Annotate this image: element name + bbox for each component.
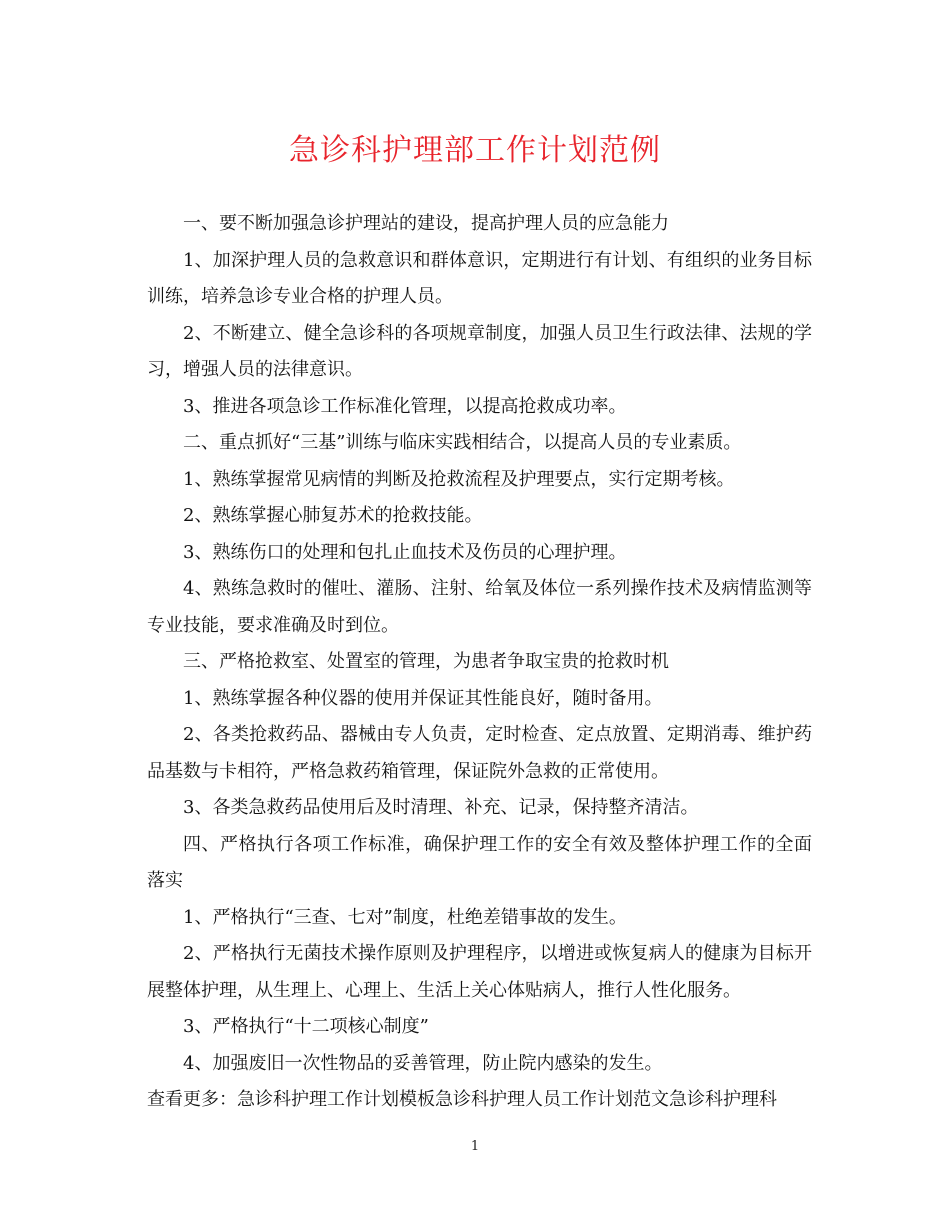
paragraph: 2、不断建立、健全急诊科的各项规章制度，加强人员卫生行政法律、法规的学习，增强人员的法律意识。 [147, 322, 812, 380]
document-body [147, 206, 812, 1119]
paragraph: 3、严格执行“十二项核心制度” [183, 1016, 429, 1037]
paragraph: 2、熟练掌握心肺复苏术的抢救技能。 [183, 505, 483, 526]
paragraph: 1、加深护理人员的急救意识和群体意识，定期进行有计划、有组织的业务目标训练，培养急诊专业合格的护理人员。 [147, 249, 812, 307]
document-title: 急诊科护理部工作计划范例 [289, 133, 661, 168]
paragraph: 3、各类急救药品使用后及时清理、补充、记录，保持整齐清洁。 [183, 797, 699, 818]
section-heading-1: 一、要不断加强急诊护理站的建设，提高护理人员的应急能力 [183, 213, 669, 234]
paragraph: 2、各类抢救药品、器械由专人负责，定时检查、定点放置、定期消毒、维护药品基数与卡相符，严格急救药箱管理，保证院外急救的正常使用。 [147, 724, 812, 782]
section-heading-2: 二、重点抓好“三基”训练与临床实践相结合，以提高人员的专业素质。 [183, 432, 742, 453]
section-heading-4: 四、严格执行各项工作标准，确保护理工作的安全有效及整体护理工作的全面落实 [147, 833, 812, 891]
paragraph: 1、熟练掌握各种仪器的使用并保证其性能良好，随时备用。 [183, 687, 663, 709]
paragraph: 1、严格执行“三查、七对”制度，杜绝差错事故的发生。 [183, 906, 627, 928]
section-heading-3: 三、严格抢救室、处置室的管理，为患者争取宝贵的抢救时机 [183, 651, 669, 672]
paragraph: 3、推进各项急诊工作标准化管理，以提高抢救成功率。 [183, 395, 627, 417]
paragraph: 4、加强废旧一次性物品的妥善管理，防止院内感染的发生。 [183, 1052, 663, 1074]
paragraph: 2、严格执行无菌技术操作原则及护理程序，以增进或恢复病人的健康为目标开展整体护理，从生理上、心理上、生活上关心体贴病人，推行人性化服务。 [147, 943, 812, 1001]
paragraph: 3、熟练伤口的处理和包扎止血技术及伤员的心理护理。 [183, 541, 627, 563]
page-number: 1 [470, 1139, 480, 1154]
paragraph: 4、熟练急救时的催吐、灌肠、注射、给氧及体位一系列操作技术及病情监测等专业技能，要求准确及时到位。 [147, 578, 812, 636]
paragraph: 1、熟练掌握常见病情的判断及抢救流程及护理要点，实行定期考核。 [183, 468, 735, 490]
more-links-line: 查看更多：急诊科护理工作计划模板急诊科护理人员工作计划范文急诊科护理科 [147, 1089, 777, 1110]
